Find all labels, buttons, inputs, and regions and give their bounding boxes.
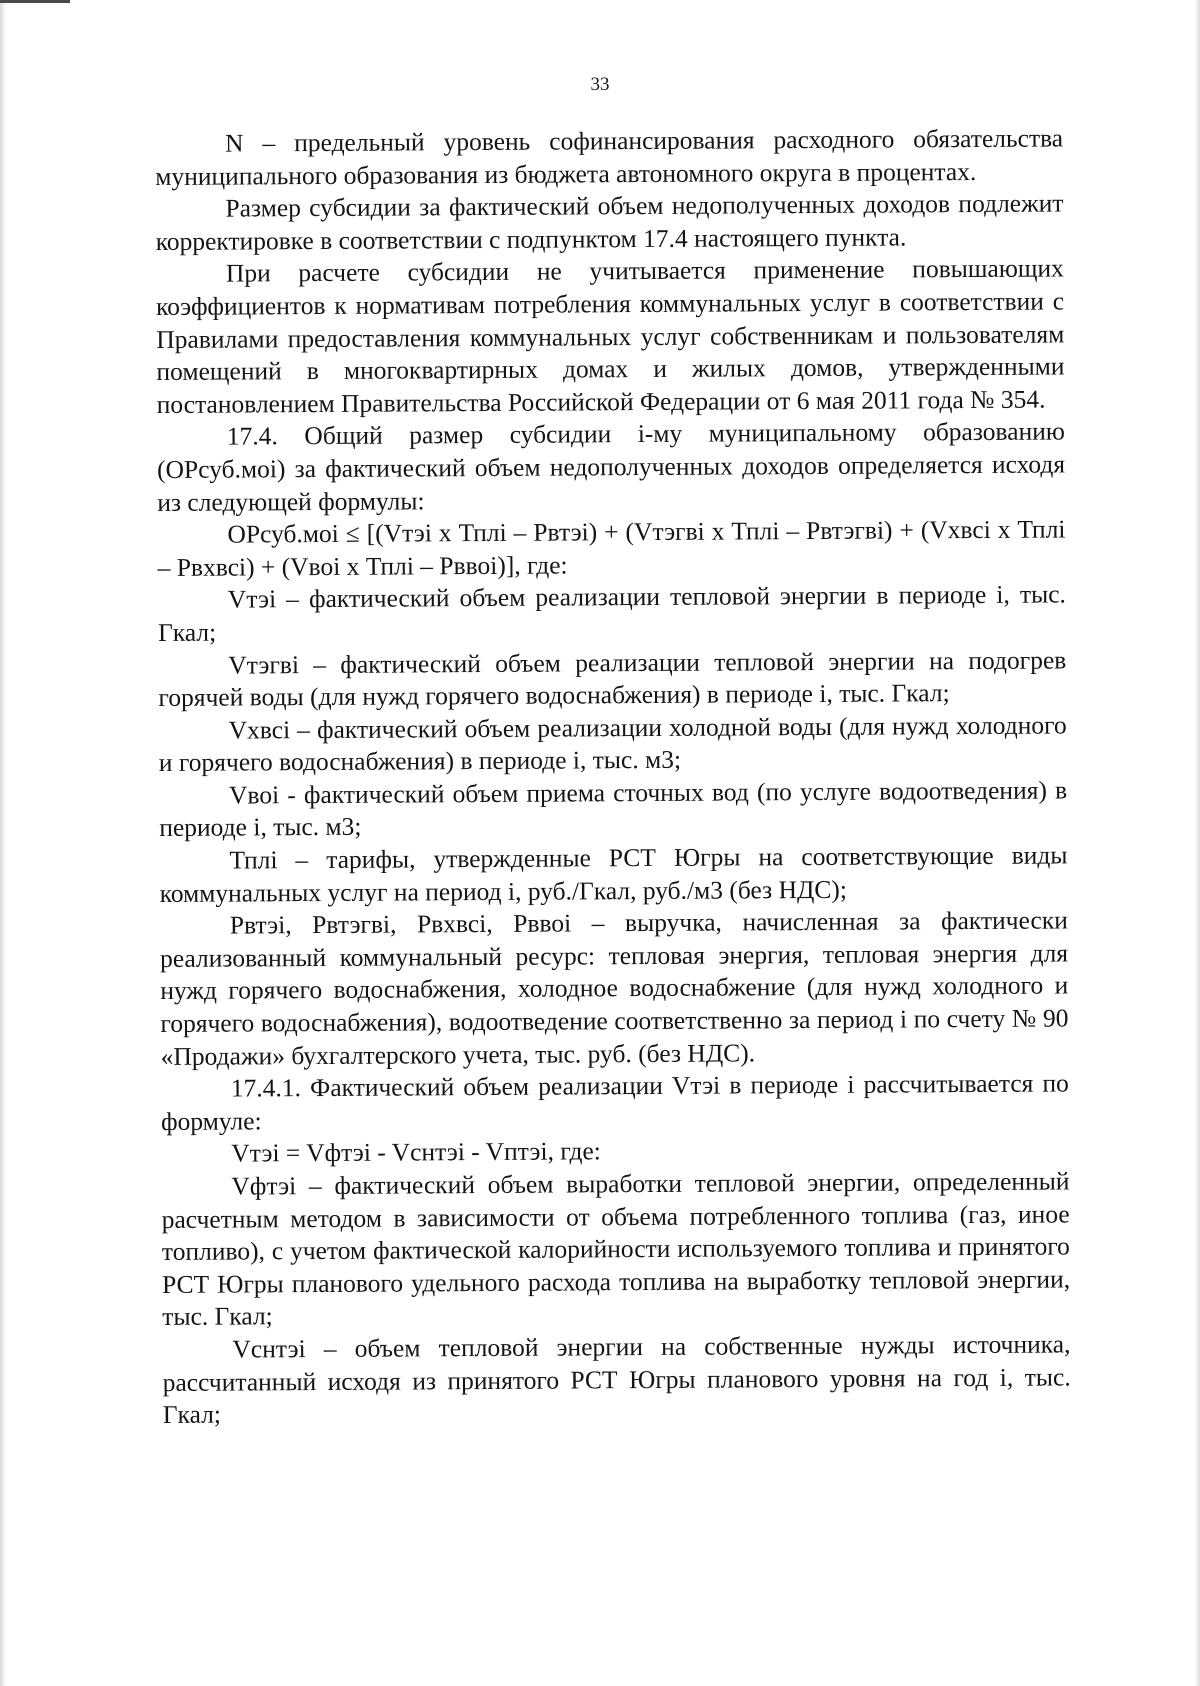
definition-tpli: Тплi – тарифы, утвержденные РСТ Югры на соответствующие виды коммунальных услуг на период i, руб./Гкал, руб./м3 (без НДС); [159,840,1068,908]
definition-vvoi: Vвоi - фактический объем приема сточных вод (по услуге водоотведения) в периоде i, тыс. м3; [159,775,1068,843]
definition-vtei: Vтэi – фактический объем реализации тепловой энергии в периоде i, тыс. Гкал; [157,579,1066,647]
scan-edge-top [0,0,70,3]
scan-edge-left [0,0,7,1686]
paragraph-subsidy-adjustment: Размер субсидии за фактический объем недополученных доходов подлежит корректировке в соответствии с подпунктом 17.4 настоящего пункта. [155,188,1064,256]
definition-revenue: Рвтэi, Рвтэгвi, Рвхвсi, Рввоi – выручка, начисленная за фактически реализованный коммунальный ресурс: тепловая энергия, тепловая энергия для нужд горячего водоснабжения, холодное водоснабжение (для нужд холодного и горячего водоснабжения), водоотведение соответственно за период i по счету № 90 «Продажи» бухгалтерского учета, тыс. руб. (без НДС). [159,905,1069,1071]
scan-edge-right [1194,0,1200,1686]
definition-vhvsi: Vхвсi – фактический объем реализации холодной воды (для нужд холодного и горячего водоснабжения) в периоде i, тыс. м3; [158,710,1067,778]
paragraph-17-4-1: 17.4.1. Фактический объем реализации Vтэi в периоде i рассчитывается по формуле: [160,1068,1069,1136]
formula-vtei: Vтэi = Vфтэi - Vснтэi - Vптэi, где: [231,1136,601,1168]
paragraph-17-4: 17.4. Общий размер субсидии i-му муниципальному образованию (ОРсуб.моi) за фактический объем недополученных доходов определяется исходя из следующей формулы: [156,416,1066,517]
document-body [155,122,1071,1431]
paragraph-cofinancing-level: N – предельный уровень софинансирования расходного обязательства муниципального образования из бюджета автономного округа в процентах. [155,123,1064,191]
paragraph-coefficients: При расчете субсидии не учитывается применение повышающих коэффициентов к нормативам потребления коммунальных услуг в соответствии с Правилами предоставления коммунальных услуг собственникам и пользователям помещений в многоквартирных домах и жилых домов, утвержденными постановлением Правительства Российской Федерации от 6 мая 2011 года № 354. [156,253,1065,419]
definition-vftei: Vфтэi – фактический объем выработки тепловой энергии, определенный расчетным методом в зависимости от объема потребленного топлива (газ, иное топливо), с учетом фактической калорийности используемого топлива и принятого РСТ Югры планового удельного расхода топлива на выработку тепловой энергии, тыс. Гкал; [161,1166,1071,1332]
formula-total-subsidy: ОРсуб.моi ≤ [(Vтэi х Тплi – Рвтэi) + (Vтэгвi х Тплi – Рвтэгвi) + (Vхвсi х Тплi – Рвхвсi) + (Vвоi х Тплi – Рввоi)], где: [157,514,1066,582]
definition-vsntei: Vснтэi – объем тепловой энергии на собственные нужды источника, рассчитанный исходя из принятого РСТ Югры планового уровня на год i, тыс. Гкал; [162,1329,1071,1430]
page-number: 33 [590,74,610,95]
definition-vtegvi: Vтэгвi – фактический объем реализации тепловой энергии на подогрев горячей воды (для нужд горячего водоснабжения) в периоде i, тыс. Гкал; [158,644,1067,713]
